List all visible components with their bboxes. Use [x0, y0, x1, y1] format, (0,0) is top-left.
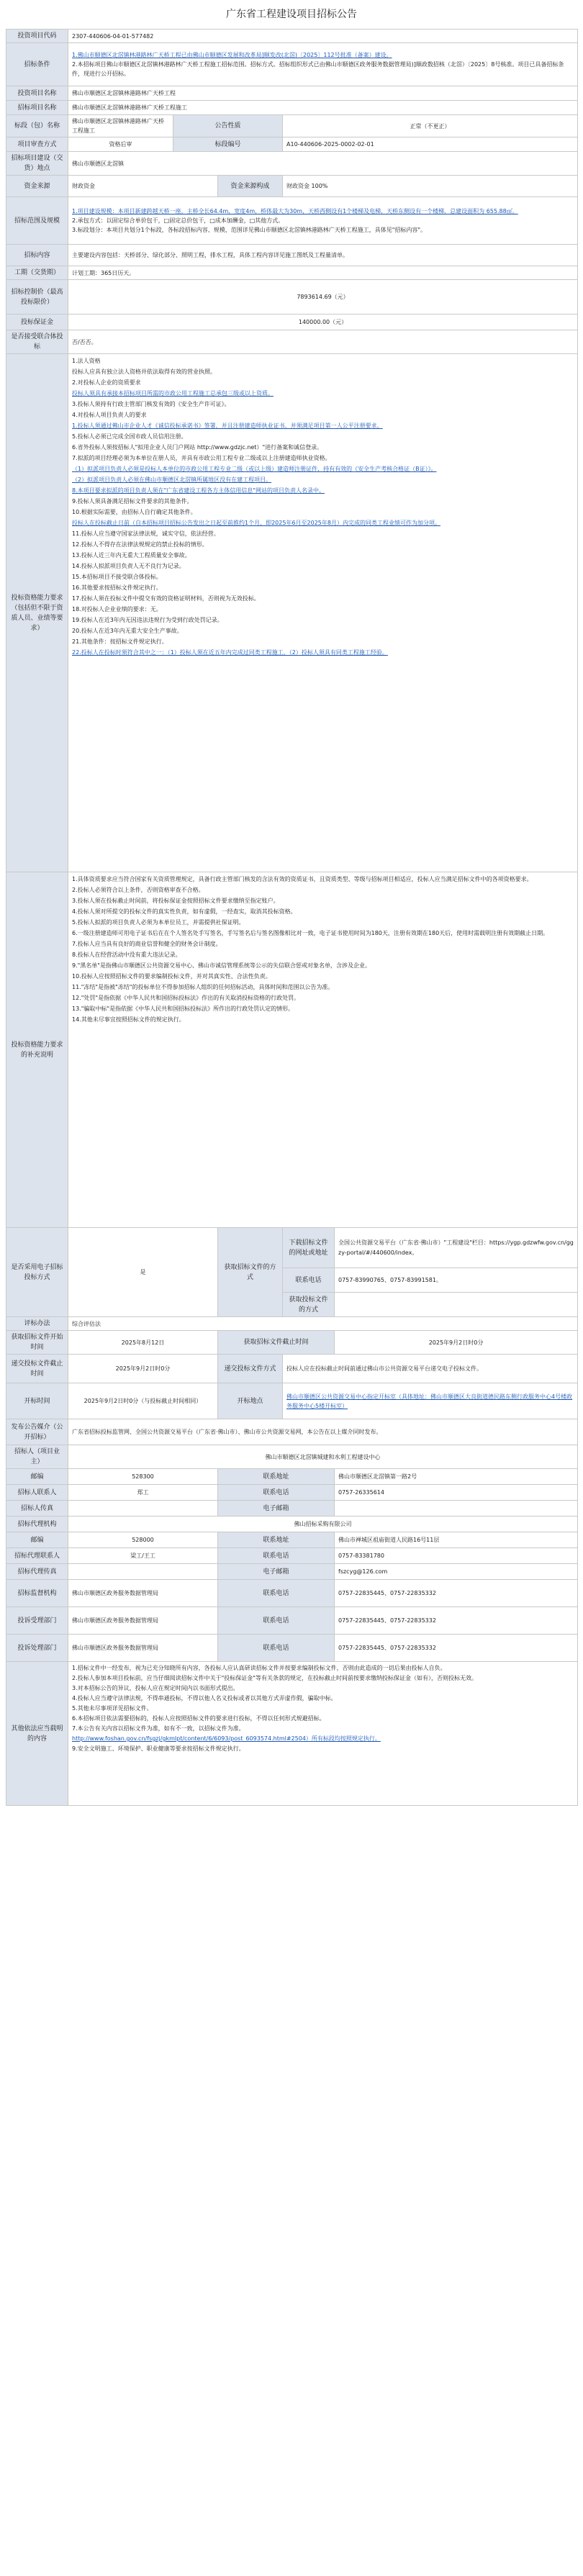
- value-control-price: 7893614.69（元）: [68, 280, 578, 315]
- others-line: 2.投标人参加本项目投标前，应当仔细阅读招标文件中关于"投标保证金"等有关条款的规定，在投标截止时间前按要求缴纳投标保证金（如有），否则投标无效。: [72, 1675, 477, 1681]
- qualify-line: 12.投标人不得存在法律法规规定的禁止投标的情形。: [72, 541, 208, 548]
- label-complaint-handle: 投诉处理部门: [6, 1635, 68, 1662]
- label-tenderer-mail: 电子邮箱: [218, 1501, 335, 1517]
- value-tenderer: 佛山市顺德区北滘镇城建和水利工程建设中心: [68, 1445, 578, 1469]
- value-obtain-bid: [335, 1293, 578, 1317]
- qualify-line: （2）拟派项目负责人必须在佛山市顺德区北滘镇所属地区没有在建工程项目。: [72, 476, 272, 483]
- other-req-line: 2.投标人必须符合以上条件，否则资格审查不合格。: [72, 887, 204, 893]
- value-conditions: [68, 43, 578, 86]
- conditions-line-2: 2.本招标项目佛山市顺德区北滘镇林港路林广天桥工程施工招标范围。招标方式。招标组织形式已由佛山市顺德区政务服务数据管理局)]顺政数招核（北滘）〔2025〕8号核准。项目已具备招标条件，现进行公开招标。: [72, 61, 564, 77]
- others-line: 1.招标文件中一经发布，视为已充分知晓所有内容，各投标人应认真研读招标文件并按要求编制投标文件，否则由此造成的一切后果由投标人自负。: [72, 1665, 446, 1671]
- row-electronic-1: [6, 1228, 578, 1268]
- qualify-line: 19.投标人在近3年内无因违法违规行为受到行政处罚记录。: [72, 617, 223, 623]
- other-req-line: 5.投标人拟派的项目负责人必须为本单位员工，并需提供社保证明。: [72, 919, 245, 926]
- row-project-name: [6, 86, 578, 101]
- value-scope: [68, 197, 578, 245]
- label-approval: 项目审查方式: [6, 137, 68, 152]
- value-open-place: 佛山市顺德区公共资源交易中心指定开标室（具体地址：佛山市顺德区大良街道德民路东侧行政服务中心4号楼政务服务中心5楼开标室）: [283, 1383, 578, 1419]
- value-electronic: 是: [68, 1228, 218, 1317]
- qualify-line: 6.省外投标人须按招标人"拟用企业人员门户网站 http://www.gdzjc.net）"进行备案和诚信登录。: [72, 444, 323, 451]
- label-download-url: 下载招标文件的网址或地址: [283, 1228, 335, 1268]
- row-tenderer-contact: [6, 1485, 578, 1501]
- row-agency-contact: [6, 1548, 578, 1564]
- other-req-line: 6.一级注册建造师可用电子证书后在在个人签名处手写签名，手写签名后与签名图像相比对一致，电子证书使用时间为180天，注册有效期在180天后，使用时需载明注册有效期截止日期。: [72, 930, 549, 936]
- qualify-line: 3.投标人须持有行政主管部门核发有效的《安全生产许可证》。: [72, 401, 230, 407]
- value-supervisor-tel: 0757-22835445、0757-22835332: [335, 1580, 578, 1607]
- label-funding: 资金来源: [6, 176, 68, 197]
- row-consortium: [6, 330, 578, 354]
- qualify-line: 7.拟派的项目经理必须为本单位在册人员，并具有市政公用工程专业二级或以上注册建造师执业资格。: [72, 455, 331, 461]
- row-supervisor: [6, 1580, 578, 1607]
- row-funding: [6, 176, 578, 197]
- label-tenderer-contact: 招标人联系人: [6, 1485, 68, 1501]
- value-tenderer-tel: 0757-26335614: [335, 1485, 578, 1501]
- row-control-price: [6, 280, 578, 315]
- value-obtain-end: 2025年9月2日时0分: [335, 1331, 578, 1355]
- others-line: 3.对本招标公告的异议，投标人应在规定时间内以书面形式提出。: [72, 1685, 239, 1691]
- announcement-table: [6, 29, 578, 1806]
- row-complaint-handle: [6, 1635, 578, 1662]
- row-agency-address: [6, 1532, 578, 1548]
- value-approval: 资格后审: [68, 137, 173, 152]
- label-agency-mail: 电子邮箱: [218, 1564, 335, 1580]
- row-complaint-accept: [6, 1607, 578, 1635]
- label-supervisor: 招标监督机构: [6, 1580, 68, 1607]
- row-tender-project: [6, 101, 578, 115]
- row-agency: [6, 1517, 578, 1532]
- other-req-line: 10.投标人应按照招标文件的要求编制投标文件，并对其真实性、合法性负责。: [72, 973, 271, 980]
- other-req-line: 4.投标人须对所提交的投标文件的真实性负责，如有虚假，一经查实，取消其投标资格。: [72, 908, 297, 915]
- value-agency-address: 佛山市禅城区祖庙街道人民路16号11层: [335, 1532, 578, 1548]
- label-obtain-bid: 获取投标文件的方式: [283, 1293, 335, 1317]
- others-line: 5.其他未尽事项详见招标文件。: [72, 1705, 153, 1712]
- value-electronic-phone: 0757-83990765、0757-83991581。: [335, 1268, 578, 1293]
- conditions-line-1: 1.佛山市顺德区北滘镇林港路林广天桥工程已由佛山市顺德区发展和改革局]顺发改(北滘)〔2025〕112号批准（备案）建设。: [72, 52, 392, 58]
- value-tenderer-address: 佛山市顺德区北滘镇第一路2号: [335, 1469, 578, 1485]
- value-tenderer-fax: [68, 1501, 218, 1517]
- value-complaint-handle: 佛山市顺德区政务服务数据管理局: [68, 1635, 218, 1662]
- label-open-time: 开标时间: [6, 1383, 68, 1419]
- value-location: 佛山市顺德区北滘镇: [68, 152, 578, 176]
- qualify-line: 22.投标人在投标时须符合其中之一：（1）投标人须在近五年内完成过同类工程施工，（2）投标人须具有同类工程施工经验。: [72, 649, 388, 656]
- value-agency-zip: 528000: [68, 1532, 218, 1548]
- qualify-line: 4.对投标人项目负责人的要求: [72, 412, 147, 418]
- qualify-line: 16.其他要求按招标文件规定执行。: [72, 584, 162, 591]
- qualify-line: 21.其他条件：按招标文件规定执行。: [72, 638, 168, 645]
- label-complaint-accept: 投诉受理部门: [6, 1607, 68, 1635]
- others-line: 7.本公告有关内容以招标文件为准，如有不一致，以招标文件为准。: [72, 1725, 245, 1732]
- label-complaint-handle-tel: 联系电话: [218, 1635, 335, 1662]
- value-tenderer-mail: [335, 1501, 578, 1517]
- label-agency-address: 联系地址: [218, 1532, 335, 1548]
- value-publish: 广东省招标投标监管网、全国公共资源交易平台（广东省·佛山市）、佛山市公共资源交易网，本公告在以上媒介同时发布。: [68, 1419, 578, 1445]
- row-other-requirements: [6, 872, 578, 1228]
- label-deposit: 投标保证金: [6, 315, 68, 330]
- label-others: 其他依法应当载明的内容: [6, 1662, 68, 1806]
- label-tender-project: 招标项目名称: [6, 101, 68, 115]
- value-download-url[interactable]: 全国公共资源交易平台（广东省·佛山市）"工程建设"栏目：https://ygp.gdzwfw.gov.cn/ggzy-portal/#/440600/index。: [335, 1228, 578, 1268]
- others-line: 4.投标人应当遵守法律法规，不得串通投标，不得以他人名义投标或者以其他方式弄虚作假，骗取中标。: [72, 1695, 337, 1701]
- value-open-time: 2025年9月2日时0分（与投标截止时间相同）: [68, 1383, 218, 1419]
- label-agency-fax: 招标代理传真: [6, 1564, 68, 1580]
- other-req-line: 11."冻结"是指被"冻结"的投标单位不得参加招标人组织的任何招标活动，具体时间和范围以公告为准。: [72, 984, 334, 990]
- scope-line-1: 1.项目建设规模：本项目新建跨越天桥一座，主桥全长64.4m，宽度4m，桥体最大为30m，天桥西侧设有1个楼梯及电梯，天桥东侧设有一个楼梯，总建设面积为 655.88㎡。: [72, 208, 518, 214]
- other-req-line: 8.投标人在经营活动中没有重大违法记录。: [72, 952, 181, 958]
- page-title: 广东省工程建设项目招标公告: [226, 9, 357, 20]
- label-publish: 发布公告媒介（公开招标）: [6, 1419, 68, 1445]
- label-section-no: 标段编号: [173, 137, 283, 152]
- label-project-name: 投资项目名称: [6, 86, 68, 101]
- label-location: 招标项目建设（交货）地点: [6, 152, 68, 176]
- other-req-line: 12."处罚"是指依据《中华人民共和国招标投标法》作出的有关取消投标资格的行政处罚。: [72, 995, 300, 1001]
- qualify-line: 17.投标人须在投标文件中提交有效的资格证明材料，否则视为无效投标。: [72, 595, 260, 602]
- value-agency-mail: fszcyg@126.com: [335, 1564, 578, 1580]
- qualify-line: 15.本招标项目不接受联合体投标。: [72, 574, 162, 580]
- label-agency-zip: 邮编: [6, 1532, 68, 1548]
- other-req-line: 9."黑名单"是指佛山市顺德区公共资源交易中心、佛山市诚信管理系统等公示的失信联合惩戒对象名单，含涉及企业。: [72, 962, 371, 969]
- row-location: [6, 152, 578, 176]
- label-tenderer: 招标人（项目业主）: [6, 1445, 68, 1469]
- value-eval: 综合评估法: [68, 1317, 578, 1331]
- qualify-line: 8.本项目要求拟派的项目负责人须在"广东省建设工程各方主体信用信息"网站的项目负责人名录中。: [72, 487, 325, 494]
- other-req-line: 1.具体资质要求应当符合国家有关资质管理规定，具备行政主管部门核发的含法有效的资质证书，且资质类型、等级与招标项目相适应，投标人应当满足招标文件中的各项资格要求。: [72, 876, 533, 882]
- other-req-line: 3.投标人须在投标截止时间前，将投标保证金按照招标文件要求缴纳至指定账户。: [72, 898, 279, 904]
- value-agency: 佛山招标采购有限公司: [68, 1517, 578, 1532]
- label-tenderer-fax: 招标人传真: [6, 1501, 68, 1517]
- others-link-line[interactable]: http://www.foshan.gov.cn/fsgzj/gkmlpt/content/6/6093/post_6093574.html#2504）所有标段均按照规定执行。: [72, 1735, 381, 1742]
- value-supervisor: 佛山市顺德区政务服务数据管理局: [68, 1580, 218, 1607]
- scope-line-3: 3.标段划分：本项目共划分1个标段，各标段招标内容、规模、范围详见佛山市顺德区北滘镇林港路林广天桥工程施工，具体见"招标内容"。: [72, 227, 427, 233]
- others-line: 9.安全文明施工、环境保护、职业健康等要求按招标文件规定执行。: [72, 1745, 245, 1752]
- row-tenderer-address: [6, 1469, 578, 1485]
- value-deposit: 140000.00（元）: [68, 315, 578, 330]
- value-project-code: 2307-440606-04-01-577482: [68, 30, 578, 43]
- value-complaint-accept-tel: 0757-22835445、0757-22835332: [335, 1607, 578, 1635]
- others-line: 6.本招标项目依法需要招标的，投标人应按照招标文件的要求进行投标，不得以任何形式规避招标。: [72, 1715, 325, 1722]
- label-supervisor-tel: 联系电话: [218, 1580, 335, 1607]
- value-duration: 计划工期：365日历天。: [68, 266, 578, 280]
- label-scope: 招标范围及规模: [6, 197, 68, 245]
- row-open: [6, 1383, 578, 1419]
- label-tenderer-tel: 联系电话: [218, 1485, 335, 1501]
- value-tender-project: 佛山市顺德区北滘镇林港路林广天桥工程施工: [68, 101, 578, 115]
- value-consortium: 否/否否。: [68, 330, 578, 354]
- label-submit-deadline: 递交投标文件截止时间: [6, 1355, 68, 1383]
- row-qualification: [6, 354, 578, 872]
- label-agency-tel: 联系电话: [218, 1548, 335, 1564]
- qualify-line: 1.法人资格: [72, 358, 101, 364]
- value-project-name: 佛山市顺德区北滘镇林港路林广天桥工程: [68, 86, 578, 101]
- label-content: 招标内容: [6, 245, 68, 266]
- label-control-price: 招标控制价（最高投标限价）: [6, 280, 68, 315]
- other-req-line: 7.投标人应当具有良好的商业信誉和健全的财务会计制度。: [72, 941, 222, 947]
- label-open-place: 开标地点: [218, 1383, 283, 1419]
- value-content: 主要建设内容包括：天桥部分、绿化部分、照明工程，排水工程，具体工程内容详见施工图纸及工程量清单。: [68, 245, 578, 266]
- label-eval: 评标办法: [6, 1317, 68, 1331]
- value-section: 佛山市顺德区北滘镇林港路林广天桥工程施工: [68, 115, 173, 137]
- qualify-line: 投标人须具有承接本招标项目所需的市政公用工程施工总承包三级或以上资质。: [72, 390, 274, 397]
- label-complaint-accept-tel: 联系电话: [218, 1607, 335, 1635]
- qualify-line: 2.对投标人企业的资质要求: [72, 379, 141, 386]
- row-deposit: [6, 315, 578, 330]
- row-scope: [6, 197, 578, 245]
- qualify-line: 9.投标人须具备满足招标文件要求的其他条件。: [72, 498, 193, 505]
- label-other-requirements: 投标资格能力要求的补充说明: [6, 872, 68, 1228]
- qualify-line: 5.投标人必须已完成全国市政人员信用注册。: [72, 433, 187, 440]
- value-obtain-start: 2025年8月12日: [68, 1331, 218, 1355]
- label-qualification: 投标资格能力要求（包括但不限于资质人员、业绩等要求）: [6, 354, 68, 872]
- scope-line-2: 2.承包方式：以固定综合单价包干，□固定总价包干，□成本加酬金，□其他方式。: [72, 217, 284, 224]
- label-obtain-start: 获取招标文件开始时间: [6, 1331, 68, 1355]
- qualify-line: （1）拟派项目负责人必须是投标人本单位的市政公用工程专业二级（或以上级）建造师注册证件，持有有效的《安全生产考核合格证（B证）》。: [72, 466, 437, 472]
- value-tenderer-contact: 郑工: [68, 1485, 218, 1501]
- value-complaint-accept: 佛山市顺德区政务服务数据管理局: [68, 1607, 218, 1635]
- qualify-line: 20.投标人在近3年内无重大安全生产事故。: [72, 628, 183, 634]
- qualify-line: 18.对投标人企业业绩的要求：无。: [72, 606, 162, 613]
- row-agency-fax: [6, 1564, 578, 1580]
- qualify-line: 投标人应具有独立法人资格并依法取得有效的营业执照。: [72, 369, 216, 375]
- value-complaint-handle-tel: 0757-22835445、0757-22835332: [335, 1635, 578, 1662]
- qualify-line: 10.根据实际需要，由招标人自行确定其他条件。: [72, 509, 196, 515]
- value-agency-contact: 梁工/王工: [68, 1548, 218, 1564]
- label-notice-nature: 公告性质: [173, 115, 283, 137]
- value-submit-method: 投标人应在投标截止时间前通过佛山市公共资源交易平台递交电子投标文件。: [283, 1355, 578, 1383]
- label-consortium: 是否接受联合体投标: [6, 330, 68, 354]
- qualify-line: 14.投标人拟派项目负责人无不良行为记录。: [72, 563, 185, 569]
- qualify-line: 投标人在投标截止日前（自本招标项目招标公告发出之日起至前推约1个月，即2025年6月至2025年8月）内完成的同类工程业绩可作为加分项。: [72, 520, 440, 526]
- row-conditions: [6, 43, 578, 86]
- row-tenderer-fax: [6, 1501, 578, 1517]
- label-project-code: 投资项目代码: [6, 30, 68, 43]
- value-qualification: [68, 354, 578, 872]
- label-tenderer-address: 联系地址: [218, 1469, 335, 1485]
- row-duration: [6, 266, 578, 280]
- row-project-code: [6, 30, 578, 43]
- other-req-line: 13."骗取中标"是指依据《中华人民共和国招标投标法》所作出的行政处罚认定的情形。: [72, 1005, 294, 1012]
- row-obtain-time: [6, 1331, 578, 1355]
- qualify-line: 13.投标人近三年内无重大工程质量安全事故。: [72, 552, 191, 559]
- qualify-line: 11.投标人应当遵守国家法律法规，诚实守信，依法经营。: [72, 530, 220, 537]
- label-duration: 工期（交货期）: [6, 266, 68, 280]
- value-tenderer-zip: 528300: [68, 1469, 218, 1485]
- value-submit-deadline: 2025年9月2日时0分: [68, 1355, 218, 1383]
- value-agency-fax: [68, 1564, 218, 1580]
- label-tenderer-zip: 邮编: [6, 1469, 68, 1485]
- value-funding-source: 财政资金: [68, 176, 218, 197]
- row-eval: [6, 1317, 578, 1331]
- row-content: [6, 245, 578, 266]
- label-electronic-phone: 联系电话: [283, 1268, 335, 1293]
- other-req-line: 14.其他未尽事宜按照招标文件的规定执行。: [72, 1016, 185, 1023]
- label-funding-ratio: 资金来源构成: [218, 176, 283, 197]
- label-section: 标段（包）名称: [6, 115, 68, 137]
- row-approval: [6, 137, 578, 152]
- value-funding-ratio: 财政资金 100%: [283, 176, 578, 197]
- label-obtain-end: 获取招标文件截止时间: [218, 1331, 335, 1355]
- row-submit: [6, 1355, 578, 1383]
- label-submit-method: 递交投标文件方式: [218, 1355, 283, 1383]
- qualify-line: 1.投标人须通过佛山市企业人才《诚信投标承诺书》签署，并且注册建造师执业证书，并须满足项目第一人公平注册要求。: [72, 422, 383, 429]
- value-others: [68, 1662, 578, 1806]
- label-agency-contact: 招标代理联系人: [6, 1548, 68, 1564]
- row-others: [6, 1662, 578, 1806]
- label-obtain-method: 获取招标文件的方式: [218, 1228, 283, 1317]
- row-publish: [6, 1419, 578, 1445]
- label-agency: 招标代理机构: [6, 1517, 68, 1532]
- value-section-no: A10-440606-2025-0002-02-01: [283, 137, 578, 152]
- label-electronic: 是否采用电子招标投标方式: [6, 1228, 68, 1317]
- row-section: [6, 115, 578, 137]
- value-agency-tel: 0757-83381780: [335, 1548, 578, 1564]
- row-tenderer: [6, 1445, 578, 1469]
- label-conditions: 招标条件: [6, 43, 68, 86]
- value-notice-nature: 正常（不更正）: [283, 115, 578, 137]
- value-other-requirements: [68, 872, 578, 1228]
